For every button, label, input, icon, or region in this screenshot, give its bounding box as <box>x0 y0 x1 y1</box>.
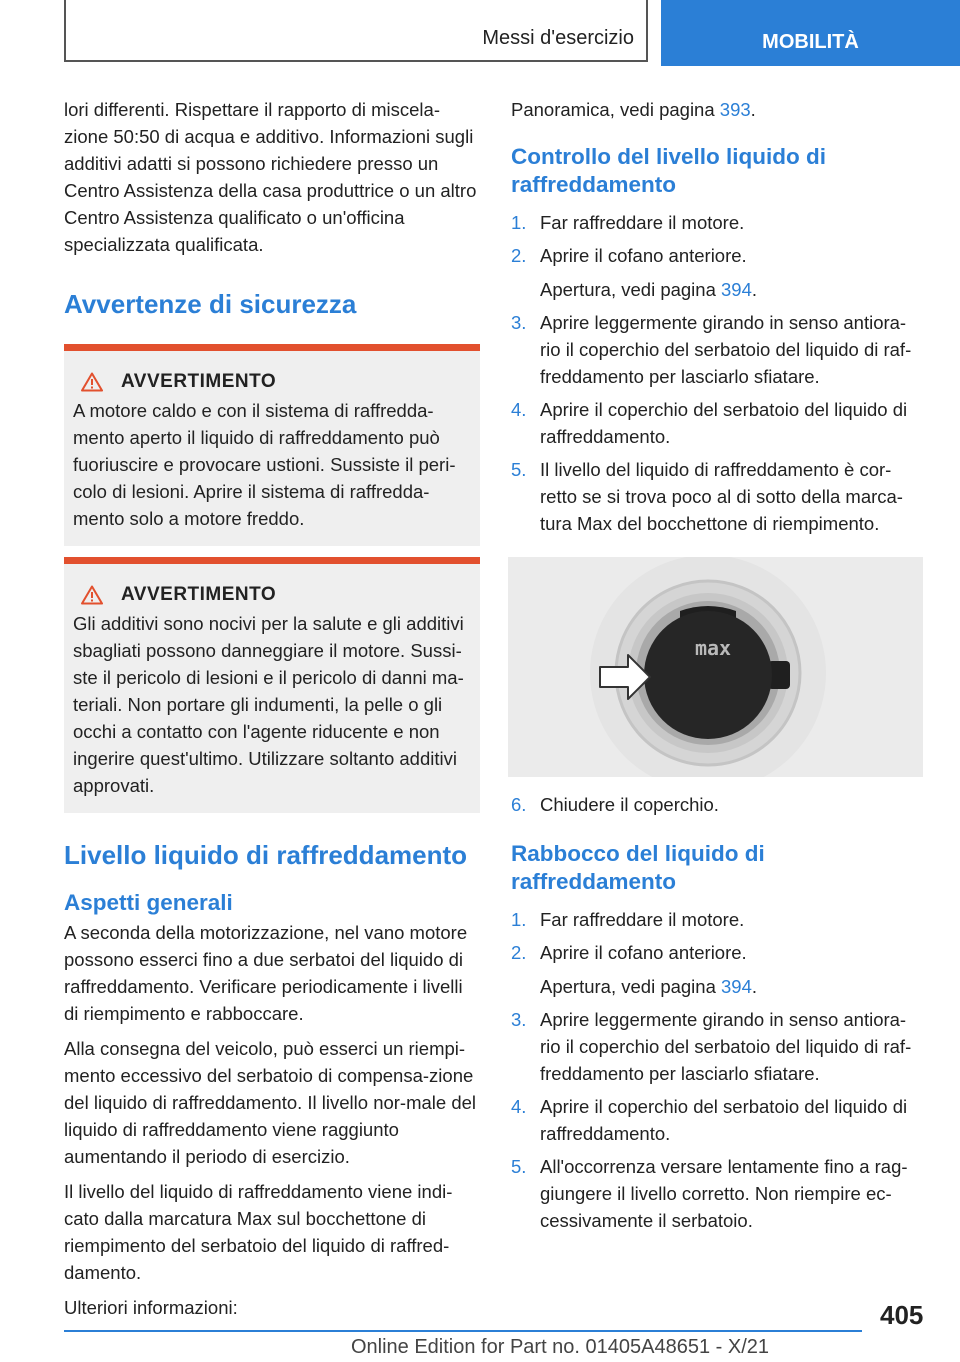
step-number: 3. <box>511 1009 527 1030</box>
step-number: 5. <box>511 1156 527 1177</box>
max-marking: max <box>694 636 732 660</box>
step-content <box>540 906 923 933</box>
step-text: All'occorrenza versare lentamente fino a rag-giungere il livello corretto. Non riempire ec-cessivamente il serbatoio. <box>540 1156 908 1231</box>
section-title: Messi d'esercizio <box>482 27 634 49</box>
list-item <box>511 906 923 933</box>
step-text: Il livello del liquido di raffreddamento è cor-retto se si trova poco al di sotto della marca-tura Max del bocchettone di riempimento. <box>540 459 903 534</box>
general-paragraph-2: Alla consegna del veicolo, può esserci un riempi-mento eccessivo del serbatoio di compensa-zione del liquido di raffreddamento. Il livello nor-male del liquido di raffreddamento viene raggiunto aumentando il periodo di esercizio. <box>64 1038 477 1167</box>
step-content <box>540 309 923 390</box>
reference-text: Apertura, vedi pagina <box>540 279 722 300</box>
running-header <box>64 0 648 62</box>
sub-heading: Aspetti generali <box>64 890 233 915</box>
left-column <box>64 96 480 1329</box>
warning-title-row <box>81 584 472 606</box>
reference-period: . <box>751 976 758 997</box>
step-content <box>540 1153 923 1234</box>
panorama-text: Panoramica, vedi pagina <box>511 99 720 120</box>
right-column <box>511 96 923 1240</box>
list-item <box>511 396 923 450</box>
coolant-cap-figure <box>508 557 923 777</box>
chapter-tab <box>661 0 960 66</box>
general-paragraph-4: Ulteriori informazioni: <box>64 1297 238 1318</box>
step-number: 3. <box>511 312 527 333</box>
list-item <box>511 939 923 1000</box>
warning-text: Gli additivi sono nocivi per la salute e gli additivi sbagliati possono danneggiare il motore. Sussi-ste il pericolo di lesioni e il pericolo di danni ma-teriali. Non portare gli indumenti, la pelle o gli occhi a contatto con l'agente riducente e non ingerire quest'ultimo. Utilizzare soltanto additivi approvati. <box>73 613 464 796</box>
list-item <box>511 1153 923 1234</box>
page-reference <box>540 276 923 303</box>
step-text: Aprire il cofano anteriore. <box>540 245 747 266</box>
list-item <box>511 1006 923 1087</box>
list-item <box>511 791 923 818</box>
refill-heading: Rabbocco del liquido di raffreddamento <box>511 841 765 894</box>
page-link[interactable]: 394 <box>721 976 752 997</box>
intro-paragraph: lori differenti. Rispettare il rapporto di miscela-zione 50:50 di acqua e additivo. Informazioni sugli additivi adatti si possono richiedere presso un Centro Assistenza della casa produttrice o un altro Centro Assistenza qualificato o un'officina specializzata qualificata. <box>64 99 477 255</box>
step-content <box>540 939 923 1000</box>
safety-heading: Avvertenze di sicurezza <box>64 289 357 319</box>
footer-rule <box>64 1330 862 1332</box>
coolant-cap-illustration <box>508 557 923 777</box>
step-content <box>540 1093 923 1147</box>
check-heading: Controllo del livello liquido di raffreddamento <box>511 144 826 197</box>
step-number: 1. <box>511 212 527 233</box>
step-number: 2. <box>511 245 527 266</box>
main-heading: Livello liquido di raffreddamento <box>64 840 468 870</box>
step-text: Aprire il coperchio del serbatoio del liquido di raffreddamento. <box>540 399 908 447</box>
list-item <box>511 456 923 537</box>
step-content <box>540 1006 923 1087</box>
list-item <box>511 1093 923 1147</box>
step-text: Aprire il cofano anteriore. <box>540 942 747 963</box>
warning-title: AVVERTIMENTO <box>121 371 277 392</box>
step-text: Aprire leggermente girando in senso antiora-rio il coperchio del serbatoio del liquido di raf-freddamento per lasciarlo sfiatare. <box>540 1009 912 1084</box>
warning-title: AVVERTIMENTO <box>121 584 277 605</box>
warning-triangle-icon <box>81 585 103 605</box>
step-number: 6. <box>511 794 527 815</box>
warning-text: A motore caldo e con il sistema di raffredda-mento aperto il liquido di raffreddamento può fuoriuscire e provocare ustioni. Sussiste il peri-colo di lesioni. Aprire il sistema di raffredda-mento solo a motore freddo. <box>73 400 456 529</box>
step-number: 1. <box>511 909 527 930</box>
step-content <box>540 242 923 303</box>
reference-text: Apertura, vedi pagina <box>540 976 722 997</box>
step-content <box>540 209 923 236</box>
list-item <box>511 242 923 303</box>
step-text: Chiudere il coperchio. <box>540 794 719 815</box>
close-step-list <box>511 791 923 818</box>
general-paragraph-3: Il livello del liquido di raffreddamento viene indi-cato dalla marcatura Max sul bocchettone di riempimento del serbatoio del liquido di raffred-damento. <box>64 1181 453 1283</box>
page-number: 405 <box>880 1300 924 1330</box>
panorama-reference <box>511 96 923 123</box>
step-content <box>540 456 923 537</box>
page-link-393[interactable]: 393 <box>719 99 751 120</box>
step-text: Far raffreddare il motore. <box>540 909 745 930</box>
step-text: Aprire leggermente girando in senso antiora-rio il coperchio del serbatoio del liquido di raf-freddamento per lasciarlo sfiatare. <box>540 312 912 387</box>
warning-box-additives <box>64 557 480 813</box>
panorama-period: . <box>750 99 756 120</box>
general-paragraph-1: A seconda della motorizzazione, nel vano motore possono esserci fino a due serbatoi del liquido di raffreddamento. Verificare periodicamente i livelli di riempimento e rabboccare. <box>64 922 468 1024</box>
warning-box-hot-engine <box>64 344 480 546</box>
edition-note: Online Edition for Part no. 01405A48651 - X/21 <box>350 1336 770 1358</box>
step-text: Aprire il coperchio del serbatoio del liquido di raffreddamento. <box>540 1096 908 1144</box>
list-item <box>511 309 923 390</box>
warning-title-row <box>81 371 472 393</box>
step-number: 5. <box>511 459 527 480</box>
list-item <box>511 209 923 236</box>
refill-steps-list <box>511 906 923 1234</box>
chapter-title: MOBILITÀ <box>762 31 859 53</box>
step-number: 2. <box>511 942 527 963</box>
step-number: 4. <box>511 399 527 420</box>
step-number: 4. <box>511 1096 527 1117</box>
page-link[interactable]: 394 <box>721 279 752 300</box>
step-content <box>540 396 923 450</box>
page-reference <box>540 973 923 1000</box>
reference-period: . <box>751 279 758 300</box>
check-steps-list <box>511 209 923 537</box>
warning-triangle-icon <box>81 372 103 392</box>
step-text: Far raffreddare il motore. <box>540 212 745 233</box>
